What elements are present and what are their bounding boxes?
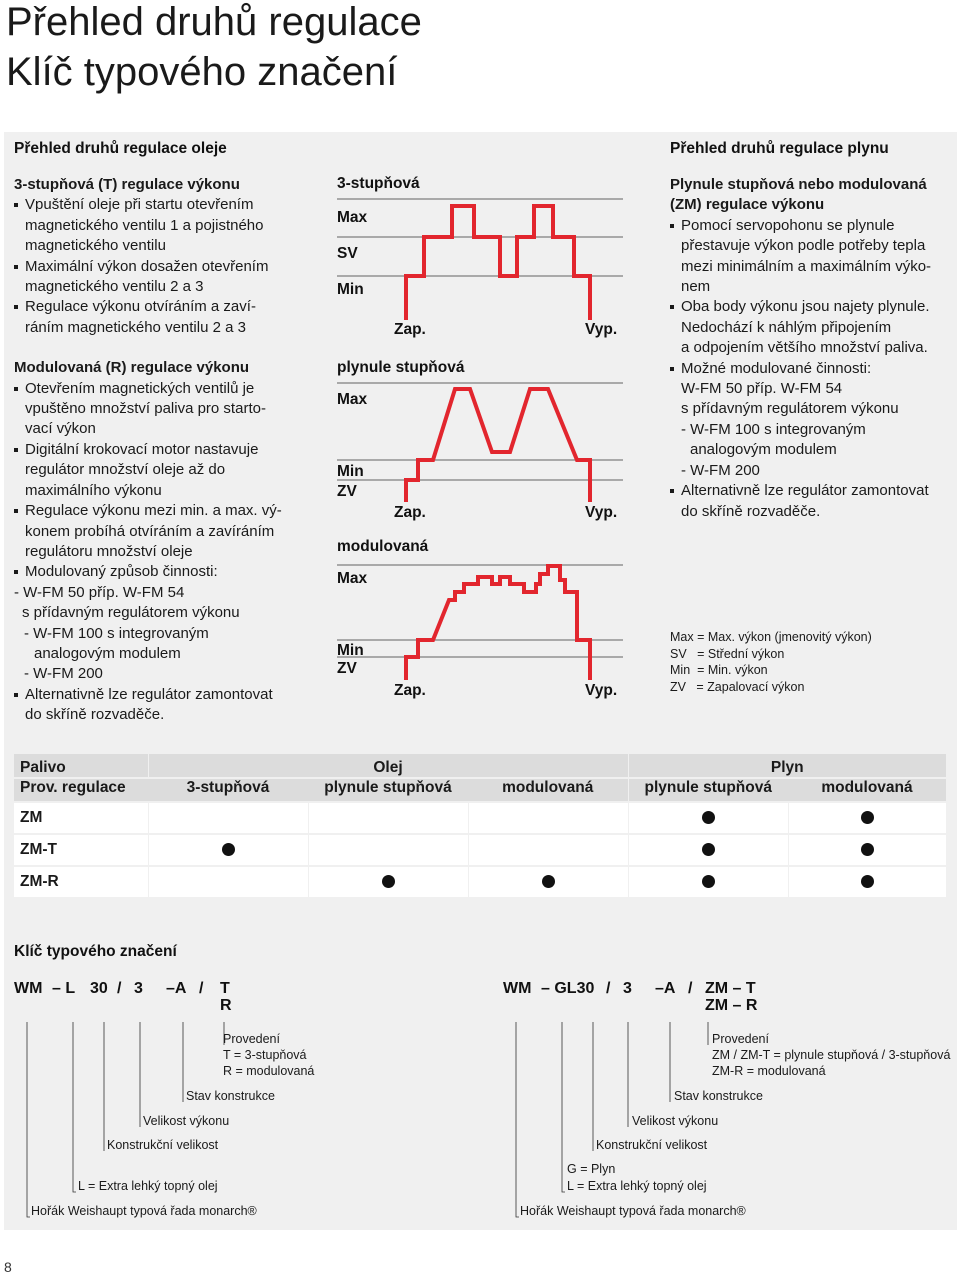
legend-zv: ZV = Zapalovací výkon — [670, 679, 805, 694]
cell — [628, 834, 788, 866]
col-oil-modulating: modulovaná — [468, 778, 628, 802]
table-header-row-1 — [14, 754, 946, 778]
gas-b1-l3: nem — [681, 278, 711, 296]
gas-title-l1: (ZM) regulace výkonu — [670, 196, 825, 214]
table-row — [14, 802, 946, 834]
gas-heading: Přehled druhů regulace plynu — [670, 140, 889, 157]
oil-stav: Stav konstrukce — [186, 1089, 275, 1103]
oil-s2-b3-l1: konem probíhá otvíráním a zavíráním — [25, 522, 275, 540]
row-name-zm-r: ZM-R — [14, 866, 148, 898]
gas-p1-l1: analogovým modulem — [690, 441, 837, 459]
available-dot — [702, 811, 715, 824]
table-row — [14, 866, 946, 898]
header-fuel: Palivo — [14, 754, 148, 778]
oil-line-fuel — [73, 1022, 76, 1192]
cell — [148, 834, 308, 866]
cell — [788, 802, 946, 834]
gas-line-series — [516, 1022, 519, 1217]
oil-s2-p1-l2: - W-FM 100 s integrovaným — [24, 624, 209, 642]
oil-s2-title: Modulovaná (R) regulace výkonu — [14, 359, 250, 377]
gas-code-a: –A — [655, 980, 676, 997]
header-regulation: Prov. regulace — [14, 778, 148, 802]
c1-label-sv: SV — [337, 245, 358, 262]
c2-label-min: Min — [337, 463, 364, 480]
oil-code-3: 3 — [134, 980, 143, 997]
cell — [628, 866, 788, 898]
available-dot — [702, 843, 715, 856]
oil-code-l: – L — [52, 980, 76, 997]
oil-s1-b2-l1: magnetického ventilu 2 a 3 — [25, 278, 204, 296]
oil-s2-b2-l1: regulátor množství oleje až do — [25, 461, 226, 479]
gas-series: Hořák Weishaupt typová řada monarch® — [520, 1204, 746, 1218]
chart-modulating — [337, 565, 623, 680]
cell — [308, 802, 468, 834]
oil-velikost: Velikost výkonu — [143, 1114, 230, 1128]
table-header-row-2 — [14, 778, 946, 802]
page-subtitle: Klíč typového značení — [6, 50, 398, 94]
oil-s2-b4-l0: Modulovaný způsob činnosti: — [14, 562, 329, 582]
gas-title-l0: Plynule stupňová nebo modulovaná — [670, 176, 927, 193]
oil-s1-title: 3-stupňová (T) regulace výkonu — [14, 176, 240, 193]
page-number: 8 — [4, 1259, 12, 1275]
c1-label-off: Vyp. — [585, 321, 618, 338]
oil-s2-b1-l2: vací výkon — [25, 420, 96, 438]
oil-s2-b3-l0: Regulace výkonu mezi min. a max. vý- — [14, 501, 329, 521]
fuel-control-table — [14, 754, 946, 899]
oil-s2-b1-l0: Otevřením magnetických ventilů je — [14, 379, 329, 399]
gas-code-gl30: – GL30 — [541, 980, 595, 997]
gas-b4-l1: do skříně rozvaděče. — [681, 502, 821, 520]
gas-b2-l2: a odpojením většího množství paliva. — [681, 339, 928, 357]
cell — [788, 834, 946, 866]
c1-label-on: Zap. — [394, 321, 426, 338]
gas-code-wm: WM — [503, 980, 532, 997]
table-row — [14, 834, 946, 866]
gas-b4-l0: Alternativně lze regulátor zamontovat — [670, 481, 955, 501]
col-oil-sliding: plynule stupňová — [308, 778, 468, 802]
oil-provedeni — [223, 1031, 314, 1079]
cell — [788, 866, 946, 898]
c3-curve — [406, 566, 590, 680]
gas-p1-l2: - W-FM 200 — [681, 461, 760, 479]
gas-b1-l2: mezi minimálním a maximálním výko- — [681, 257, 932, 275]
oil-s2-b5-l0: Alternativně lze regulátor zamontovat — [14, 685, 329, 705]
c3-label-zv: ZV — [337, 660, 357, 677]
oil-s2-b2-l2: maximálního výkonu — [25, 481, 162, 499]
row-name-zm: ZM — [14, 802, 148, 834]
cell — [308, 834, 468, 866]
c2-curve — [406, 389, 590, 502]
gas-line-fuel — [562, 1022, 565, 1192]
gas-code-3: 3 — [623, 980, 632, 997]
available-dot — [861, 843, 874, 856]
c3-label-max: Max — [337, 570, 368, 587]
oil-fuel: L = Extra lehký topný olej — [78, 1179, 218, 1193]
header-gas: Plyn — [628, 754, 946, 778]
oil-code-slash2: / — [199, 980, 204, 997]
gas-b2-l1: Nedochází k náhlým připojením — [681, 318, 892, 336]
header-oil: Olej — [148, 754, 628, 778]
oil-provedeni-l1: T = 3-stupňová — [223, 1048, 307, 1062]
oil-s2-b3-l2: regulátoru množství oleje — [25, 542, 193, 560]
oil-s1-b1-l2: magnetického ventilu — [25, 237, 166, 255]
oil-heading: Přehled druhů regulace oleje — [14, 140, 227, 157]
gas-code-zmt: ZM – T — [705, 980, 756, 997]
gas-b3-l2: s přídavným regulátorem výkonu — [681, 400, 899, 418]
cell — [148, 866, 308, 898]
legend-max: Max = Max. výkon (jmenovitý výkon) — [670, 630, 872, 644]
chart-sliding — [337, 383, 623, 502]
c1-title: 3-stupňová — [337, 175, 420, 192]
oil-line-series — [27, 1022, 30, 1217]
type-key-heading: Klíč typového značení — [14, 943, 177, 960]
oil-code-30: 30 — [90, 980, 108, 997]
c3-label-off: Vyp. — [585, 682, 618, 699]
oil-s1-b1-l1: magnetického ventilu 1 a pojistného — [25, 216, 264, 234]
oil-s1-b2-l0: Maximální výkon dosažen otevřením — [14, 257, 329, 277]
legend-min: Min = Min. výkon — [670, 663, 768, 677]
gas-provedeni-l2: ZM-R = modulovaná — [712, 1064, 826, 1078]
cell — [628, 802, 788, 834]
oil-code-slash1: / — [117, 980, 122, 997]
c1-label-min: Min — [337, 281, 364, 298]
oil-s2-b1-l1: vpuštěno množství paliva pro starto- — [25, 400, 266, 418]
row-name-zm-t: ZM-T — [14, 834, 148, 866]
oil-s2-b2-l0: Digitální krokovací motor nastavuje — [14, 440, 329, 460]
gas-b3-l1: W-FM 50 příp. W-FM 54 — [681, 380, 843, 398]
gas-b3-l0: Možné modulované činnosti: — [670, 359, 955, 379]
gas-code-slash2: / — [688, 980, 693, 997]
gas-fuel-1: G = Plyn — [567, 1162, 616, 1176]
available-dot — [542, 875, 555, 888]
c3-title: modulovaná — [337, 538, 429, 555]
gas-fuel-2: L = Extra lehký topný olej — [567, 1179, 707, 1193]
cell — [468, 866, 628, 898]
col-oil-3stage: 3-stupňová — [148, 778, 308, 802]
gas-provedeni — [712, 1031, 950, 1079]
c1-curve — [406, 206, 590, 320]
gas-text — [670, 175, 955, 522]
c2-title: plynule stupňová — [337, 359, 465, 376]
gas-provedeni-l1: ZM / ZM-T = plynule stupňová / 3-stupňová — [712, 1048, 951, 1062]
legend-sv: SV = Střední výkon — [670, 646, 785, 661]
c2-label-zv: ZV — [337, 483, 357, 500]
c2-label-on: Zap. — [394, 504, 426, 521]
oil-s2-p1-l0: - W-FM 50 příp. W-FM 54 — [14, 583, 185, 601]
cell — [468, 834, 628, 866]
oil-s1-b3-l0: Regulace výkonu otvíráním a zaví- — [14, 297, 329, 317]
gas-b2-l0: Oba body výkonu jsou najety plynule. — [670, 297, 955, 317]
oil-s1-b1-l0: Vpuštění oleje při startu otevřením — [14, 195, 329, 215]
cell — [468, 802, 628, 834]
oil-s2-p1-l4: - W-FM 200 — [24, 665, 103, 683]
oil-s2-p1-l3: analogovým modulem — [34, 644, 181, 662]
oil-code-wm: WM — [14, 980, 43, 997]
oil-provedeni-l0: Provedení — [223, 1032, 280, 1046]
c2-label-max: Max — [337, 391, 368, 408]
cell — [308, 866, 468, 898]
oil-code-a: –A — [166, 980, 187, 997]
gas-code-slash1: / — [606, 980, 611, 997]
c3-label-min: Min — [337, 642, 364, 659]
available-dot — [861, 811, 874, 824]
oil-s2-p1-l1: s přídavným regulátorem výkonu — [22, 604, 240, 622]
oil-code-t: T — [220, 980, 230, 997]
available-dot — [382, 875, 395, 888]
oil-series: Hořák Weishaupt typová řada monarch® — [31, 1204, 257, 1218]
gas-p1-l0: - W-FM 100 s integrovaným — [681, 420, 866, 438]
col-gas-sliding: plynule stupňová — [628, 778, 788, 802]
col-gas-modulating: modulovaná — [788, 778, 946, 802]
c3-label-on: Zap. — [394, 682, 426, 699]
c2-label-off: Vyp. — [585, 504, 618, 521]
gas-code-zmr: ZM – R — [705, 997, 758, 1014]
available-dot — [702, 875, 715, 888]
oil-s1-b3-l1: ráním magnetického ventilu 2 a 3 — [25, 318, 246, 336]
gas-stav: Stav konstrukce — [674, 1089, 763, 1103]
gas-b1-l1: přestavuje výkon podle potřeby tepla — [681, 237, 926, 255]
gas-provedeni-l0: Provedení — [712, 1032, 769, 1046]
gas-b1-l0: Pomocí servopohonu se plynule — [670, 216, 955, 236]
oil-code-r: R — [220, 997, 232, 1014]
oil-s2-b5-l1: do skříně rozvaděče. — [25, 706, 165, 724]
gas-velikost: Velikost výkonu — [632, 1114, 719, 1128]
available-dot — [861, 875, 874, 888]
available-dot — [222, 843, 235, 856]
chart-3-stage — [337, 199, 623, 320]
oil-provedeni-l2: R = modulovaná — [223, 1064, 315, 1078]
oil-konstr: Konstrukční velikost — [107, 1138, 219, 1152]
abbreviation-legend — [670, 629, 872, 695]
page-title: Přehled druhů regulace — [6, 0, 422, 44]
gas-konstr: Konstrukční velikost — [596, 1138, 708, 1152]
c1-label-max: Max — [337, 209, 368, 226]
cell — [148, 802, 308, 834]
